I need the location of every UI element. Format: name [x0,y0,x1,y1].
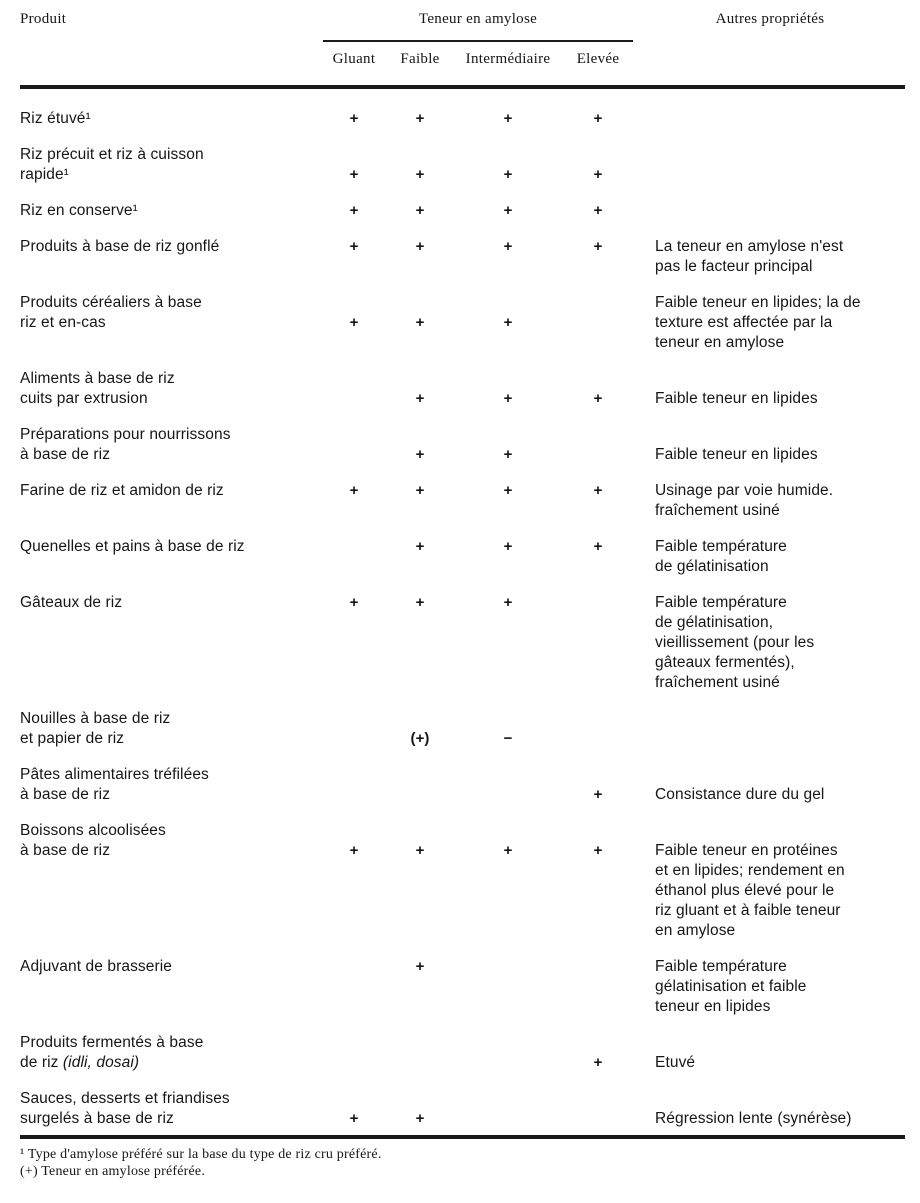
amylose-mark-intermediaire: + [503,390,513,407]
other-properties-cell [634,109,885,129]
table-row [20,293,905,353]
product-cell [20,145,322,185]
amylose-mark-elevee: + [593,538,603,555]
other-properties-line: Faible température [655,538,787,555]
product-cell [20,369,322,409]
other-properties-line: Faible teneur en lipides [655,446,818,463]
product-cell [20,109,322,129]
product-line: Quenelles et pains à base de riz [20,538,245,555]
amylose-mark-intermediaire: + [503,842,513,859]
amylose-mark-faible: + [415,110,425,127]
other-properties-line: teneur en amylose [655,334,785,351]
table-row [20,201,905,221]
amylose-mark-faible: + [415,202,425,219]
product-line: Gâteaux de riz [20,594,123,611]
product-line: Boissons alcoolisées [20,822,166,839]
amylose-mark-elevee [562,425,634,465]
product-line: Farine de riz et amidon de riz [20,482,224,499]
amylose-mark-gluant: + [349,314,359,331]
amylose-mark-elevee: + [593,110,603,127]
other-properties-line: texture est affectée par la [655,314,833,331]
other-properties-line: Usinage par voie humide. [655,482,834,499]
amylose-mark-gluant [322,537,386,577]
other-properties-cell [634,369,885,409]
product-line: à base de riz [20,786,111,803]
product-cell [20,237,322,277]
amylose-mark-gluant: + [349,166,359,183]
amylose-mark-faible [386,765,454,805]
product-cell [20,765,322,805]
product-line: Sauces, desserts et friandises [20,1090,230,1107]
other-properties-line: vieillissement (pour les [655,634,815,651]
table-row [20,593,905,693]
other-properties-cell [634,145,885,185]
amylose-mark-faible: + [415,958,425,975]
amylose-mark-elevee: + [593,482,603,499]
amylose-mark-intermediaire [454,1089,562,1129]
column-header-amylose-group [322,9,634,85]
amylose-mark-intermediaire: + [503,446,513,463]
product-line: Aliments à base de riz [20,370,175,387]
other-properties-cell [634,1033,885,1073]
amylose-mark-elevee [562,593,634,693]
other-properties-line: et en lipides; rendement en [655,862,845,879]
amylose-mark-intermediaire [454,957,562,1017]
amylose-mark-intermediaire: − [503,730,513,747]
amylose-mark-gluant [322,1033,386,1073]
amylose-mark-elevee: + [593,1054,603,1071]
product-line: Adjuvant de brasserie [20,958,173,975]
amylose-mark-intermediaire: + [503,594,513,611]
table-row [20,145,905,185]
table-row [20,709,905,749]
amylose-mark-faible: + [415,1110,425,1127]
amylose-mark-elevee: + [593,202,603,219]
amylose-mark-gluant: + [349,842,359,859]
subcolumn-header-gluant: Gluant [332,51,376,67]
other-properties-line: gâteaux fermentés), [655,654,795,671]
table-row [20,765,905,805]
amylose-mark-intermediaire: + [503,314,513,331]
amylose-mark-faible: + [415,390,425,407]
table-row [20,1033,905,1073]
amylose-mark-gluant: + [349,594,359,611]
amylose-mark-elevee: + [593,166,603,183]
product-line: Riz étuvé¹ [20,110,91,127]
other-properties-line: Faible température [655,594,787,611]
other-properties-line: pas le facteur principal [655,258,813,275]
amylose-mark-elevee [562,957,634,1017]
other-properties-cell [634,1089,885,1129]
product-line: à base de riz [20,446,111,463]
other-properties-line: riz gluant et à faible teneur [655,902,841,919]
other-properties-line: Faible température [655,958,787,975]
amylose-mark-elevee [562,1089,634,1129]
amylose-mark-elevee [562,709,634,749]
other-properties-line: fraîchement usiné [655,502,780,519]
product-line: Produits à base de riz gonflé [20,238,220,255]
amylose-mark-intermediaire: + [503,166,513,183]
table-row [20,425,905,465]
other-properties-cell [634,425,885,465]
amylose-mark-faible: + [415,238,425,255]
product-cell [20,821,322,941]
product-line: surgelés à base de riz [20,1110,174,1127]
amylose-mark-gluant [322,369,386,409]
table-row [20,957,905,1017]
subcolumn-header-intermediaire: Intermédiaire [465,51,551,67]
table-row [20,369,905,409]
other-properties-cell [634,709,885,749]
other-properties-cell [634,201,885,221]
product-line: rapide¹ [20,166,69,183]
amylose-mark-gluant: + [349,238,359,255]
table-row [20,821,905,941]
amylose-mark-faible: + [415,314,425,331]
amylose-mark-gluant: + [349,482,359,499]
product-line: et papier de riz [20,730,125,747]
table-row [20,109,905,129]
amylose-mark-faible: + [415,594,425,611]
amylose-mark-intermediaire: + [503,482,513,499]
table-header [20,0,905,89]
other-properties-cell [634,237,885,277]
amylose-mark-elevee: + [593,842,603,859]
subcolumn-header-faible: Faible [400,51,440,67]
table-footnotes [20,1135,905,1180]
product-line: riz et en-cas [20,314,106,331]
product-cell [20,1033,322,1073]
amylose-mark-intermediaire: + [503,110,513,127]
amylose-mark-faible: + [415,538,425,555]
footnote-teneur-preferee: (+) Teneur en amylose préférée. [20,1164,206,1179]
amylose-mark-gluant [322,709,386,749]
amylose-group-label: Teneur en amylose [418,11,538,27]
table-row [20,237,905,277]
other-properties-line: Faible teneur en lipides; la de [655,294,861,311]
other-properties-cell [634,293,885,353]
product-cell [20,709,322,749]
amylose-mark-faible: + [415,842,425,859]
subcolumn-header-elevee: Elevée [576,51,620,67]
amylose-mark-faible [386,1033,454,1073]
product-line: Nouilles à base de riz [20,710,171,727]
other-properties-cell [634,593,885,693]
product-line [20,1053,322,1073]
amylose-mark-faible: + [415,446,425,463]
other-properties-line: Faible teneur en lipides [655,390,818,407]
table-row [20,537,905,577]
amylose-mark-intermediaire: + [503,538,513,555]
amylose-mark-elevee: + [593,390,603,407]
other-properties-line: en amylose [655,922,736,939]
other-properties-line: Faible teneur en protéines [655,842,838,859]
product-cell [20,1089,322,1129]
product-line: à base de riz [20,842,111,859]
product-text-italic: (idli, dosai) [62,1054,140,1071]
product-line: Produits céréaliers à base [20,294,202,311]
amylose-mark-gluant [322,765,386,805]
product-line: Riz précuit et riz à cuisson [20,146,204,163]
amylose-mark-faible: + [415,166,425,183]
other-properties-line: gélatinisation et faible [655,978,807,995]
product-cell [20,425,322,465]
product-line: Pâtes alimentaires tréfilées [20,766,209,783]
table-body [20,89,905,1129]
amylose-subheader-row [322,42,634,85]
product-cell [20,593,322,693]
other-properties-cell [634,481,885,521]
other-properties-line: Consistance dure du gel [655,786,825,803]
product-cell [20,201,322,221]
other-properties-line: La teneur en amylose n'est [655,238,844,255]
other-properties-line: de gélatinisation [655,558,769,575]
other-properties-line: fraîchement usiné [655,674,780,691]
column-header-produit: Produit [20,11,67,27]
other-properties-line: Etuvé [655,1054,696,1071]
amylose-mark-intermediaire: + [503,238,513,255]
amylose-mark-gluant [322,425,386,465]
amylose-mark-gluant: + [349,110,359,127]
product-cell [20,537,322,577]
other-properties-line: Régression lente (synérèse) [655,1110,852,1127]
amylose-mark-intermediaire [454,765,562,805]
amylose-mark-elevee: + [593,786,603,803]
amylose-mark-elevee [562,293,634,353]
amylose-mark-gluant: + [349,1110,359,1127]
product-line: cuits par extrusion [20,390,148,407]
other-properties-line: teneur en lipides [655,998,771,1015]
product-cell [20,957,322,1017]
product-line: Produits fermentés à base [20,1034,204,1051]
column-header-autres-proprietes: Autres propriétés [715,11,825,27]
amylose-mark-gluant: + [349,202,359,219]
table-row [20,1089,905,1129]
table-header-grid [20,9,905,85]
other-properties-cell [634,537,885,577]
other-properties-cell [634,821,885,941]
amylose-mark-faible: + [415,482,425,499]
product-text: de riz [20,1054,63,1071]
other-properties-cell [634,957,885,1017]
other-properties-line: éthanol plus élevé pour le [655,882,835,899]
amylose-mark-intermediaire: + [503,202,513,219]
amylose-mark-elevee: + [593,238,603,255]
product-cell [20,481,322,521]
other-properties-cell [634,765,885,805]
amylose-mark-gluant [322,957,386,1017]
amylose-mark-intermediaire [454,1033,562,1073]
product-line: Préparations pour nourrissons [20,426,231,443]
product-line: Riz en conserve¹ [20,202,138,219]
other-properties-line: de gélatinisation, [655,614,774,631]
table-row [20,481,905,521]
amylose-mark-faible: (+) [410,730,430,747]
product-cell [20,293,322,353]
footnote-amylose-type: ¹ Type d'amylose préféré sur la base du type de riz cru préféré. [20,1147,382,1162]
